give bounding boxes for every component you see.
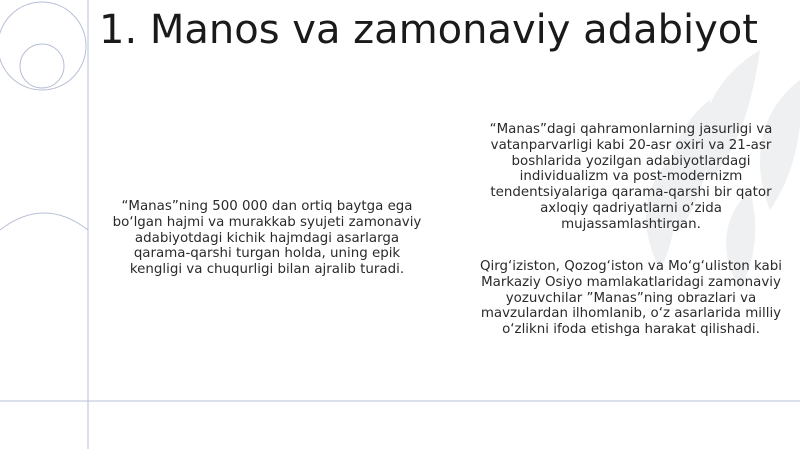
right-paragraph-bottom: Qirg‘iziston, Qozog‘iston va Mo‘g‘uliston kabi Markaziy Osiyo mamlakatlaridagi zamonaviy yozuvchilar ”Manas”ning obrazlari va mavzulardan ilhomlanib, o‘z asarlarida milliy o‘zlikni ifoda etishga harakat qilishadi. xyxy=(480,259,782,338)
slide-title: 1. Manos va zamonaviy adabiyot xyxy=(99,7,758,53)
arch-outline xyxy=(0,213,88,449)
right-paragraph-top: “Manas”dagi qahramonlarning jasurligi va vatanparvarligi kabi 20-asr oxiri va 21-asr boshlarida yozilgan adabiyotlardagi individualizm va post-modernizm tendentsiyalariga qarama-qarshi bir qator axloqiy qadriyatlarni o‘zida mujassamlashtirgan. xyxy=(489,122,773,232)
large-circle-outline xyxy=(0,2,86,90)
small-circle-outline xyxy=(20,44,64,88)
left-paragraph: “Manas”ning 500 000 dan ortiq baytga ega bo‘lgan hajmi va murakkab syujeti zamonaviy adabiyotdagi kichik hajmdagi asarlarga qarama-qarshi turgan holda, uning epik kengligi va chuqurligi bilan ajralib turadi. xyxy=(112,199,422,278)
